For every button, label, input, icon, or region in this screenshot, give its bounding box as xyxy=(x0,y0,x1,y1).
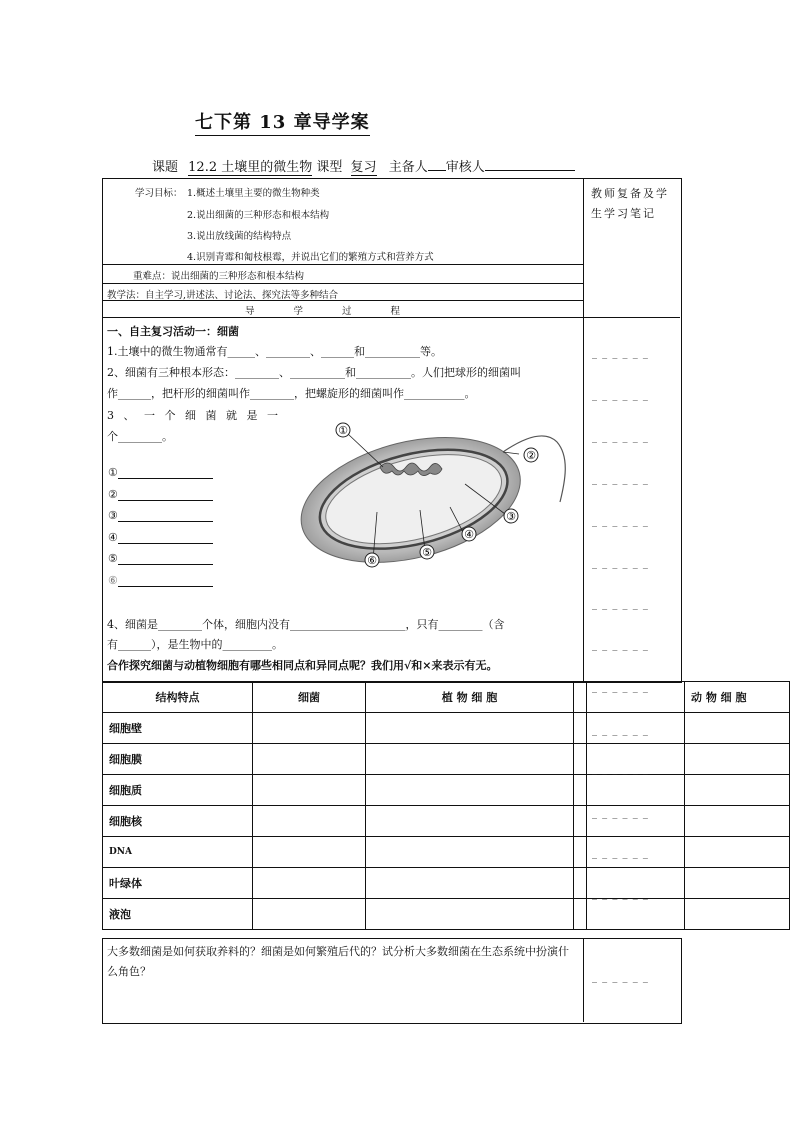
note-dash: _ _ _ _ _ _ xyxy=(592,764,649,775)
table-row: 叶绿体 xyxy=(103,868,790,899)
table-row: 细胞膜 xyxy=(103,744,790,775)
question-3-line2: 个________。 xyxy=(107,430,173,443)
key-points: 重难点：说出细菌的三种形态和根本结构 xyxy=(133,271,305,282)
final-question: 大多数细菌是如何获取养料的？细菌是如何繁殖后代的？试分析大多数细菌在生态系统中扮演什么角色？ xyxy=(107,945,569,978)
preparer-blank xyxy=(428,170,446,171)
cooperative-inquiry: 合作探究细菌与动植物细胞有哪些相同点和异同点呢？我们用√和×来表示有无。 xyxy=(107,659,498,672)
page-title: 七下第 13 章导学案 xyxy=(195,108,370,136)
reviewer-label: 审核人 xyxy=(445,160,485,175)
header-plant-cell: 植 物 细 胞 xyxy=(366,682,574,713)
note-dash: _ _ _ _ _ _ xyxy=(592,558,649,569)
note-dash: _ _ _ _ _ _ xyxy=(592,390,649,401)
course-label: 课题 xyxy=(152,160,179,175)
note-dash: _ _ _ _ _ _ xyxy=(592,640,649,651)
note-dash: _ _ _ _ _ _ xyxy=(592,432,649,443)
header-bacteria: 细菌 xyxy=(253,682,366,713)
header-structure: 结构特点 xyxy=(103,682,253,713)
teaching-methods: 教学法：自主学习,讲述法、讨论法、探究法等多种结合 xyxy=(107,290,339,301)
teacher-notes-heading: 教师复备及学生学习笔记 xyxy=(591,187,669,220)
label-4: ④ xyxy=(464,528,474,541)
answer-line-6: ⑥ xyxy=(108,574,213,596)
question-2-line2: 作______，把杆形的细菌叫作________，把螺旋形的细菌叫作___________。 xyxy=(107,387,476,400)
question-1: 1.土壤中的微生物通常有_____、________、______和__________等。 xyxy=(107,345,442,358)
question-4-line2: 有______），是生物中的_________。 xyxy=(107,638,283,651)
table-row: 细胞壁 xyxy=(103,713,790,744)
bacterium-diagram xyxy=(295,412,580,572)
note-dash: _ _ _ _ _ _ xyxy=(592,808,649,819)
objective-item-2: 2.说出细菌的三种形态和根本结构 xyxy=(187,210,330,221)
table-row: 细胞质 xyxy=(103,775,790,806)
course-value: 12.2 土壤里的微生物 xyxy=(188,156,312,176)
table-row: 液泡 xyxy=(103,899,790,930)
answer-line-1: ① xyxy=(108,466,213,488)
note-dash: _ _ _ _ _ _ xyxy=(592,516,649,527)
type-label: 课型 xyxy=(316,160,343,175)
table-header-row xyxy=(103,682,790,713)
table-row: 细胞核 xyxy=(103,806,790,837)
objective-item-1: 1.概述土壤里主要的微生物种类 xyxy=(187,188,320,199)
answer-list xyxy=(108,466,213,595)
label-1: ① xyxy=(338,424,348,437)
answer-line-2: ② xyxy=(108,488,213,510)
section1-heading: 一、自主复习活动一：细菌 xyxy=(107,325,239,338)
course-info-row xyxy=(152,156,575,176)
question-3-line1: 3 、 一 个 细 菌 就 是 一 xyxy=(107,409,281,422)
label-3: ③ xyxy=(506,510,516,523)
comparison-table xyxy=(102,681,790,930)
reviewer-blank xyxy=(485,170,575,171)
note-dash: _ _ _ _ _ _ xyxy=(592,848,649,859)
type-value: 复习 xyxy=(351,156,377,176)
header-animal-cell: 动 物 细 胞 xyxy=(685,682,790,713)
note-dash: _ _ _ _ _ _ xyxy=(592,889,649,900)
label-2: ② xyxy=(526,449,536,462)
note-dash: _ _ _ _ _ _ xyxy=(592,725,649,736)
label-6: ⑥ xyxy=(367,554,377,567)
process-heading: 导 学 过 程 xyxy=(245,306,419,317)
note-dash: _ _ _ _ _ _ xyxy=(592,599,649,610)
answer-line-5: ⑤ xyxy=(108,552,213,574)
note-dash: _ _ _ _ _ _ xyxy=(592,682,649,693)
objective-item-3: 3.说出放线菌的结构特点 xyxy=(187,231,292,242)
objective-item-4: 4.识别青霉和匍枝根霉，并说出它们的繁殖方式和营养方式 xyxy=(187,252,434,263)
answer-line-4: ④ xyxy=(108,531,213,553)
note-dash: _ _ _ _ _ _ xyxy=(592,348,649,359)
objectives-label: 学习目标： xyxy=(135,188,183,199)
question-2-line1: 2、细菌有三种根本形态：________、__________和__________。人们把球形的细菌叫 xyxy=(107,366,521,379)
note-dash: _ _ _ _ _ _ xyxy=(592,972,649,983)
question-4-line1: 4、细菌是________个体，细胞内没有_____________________，只有________（含 xyxy=(107,618,505,631)
table-row: DNA xyxy=(103,837,790,868)
label-5: ⑤ xyxy=(422,546,432,559)
answer-line-3: ③ xyxy=(108,509,213,531)
note-dash: _ _ _ _ _ _ xyxy=(592,474,649,485)
preparer-label: 主备人 xyxy=(388,160,428,175)
